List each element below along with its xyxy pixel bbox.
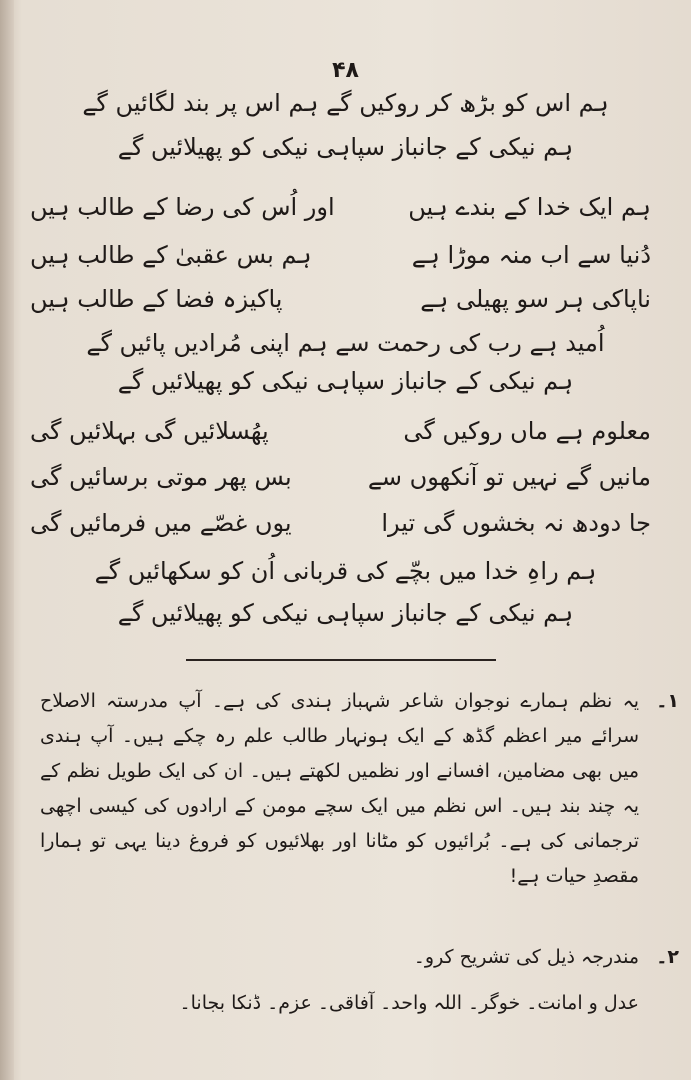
page-number: ۴۸ [332, 58, 359, 83]
couplet-line [30, 238, 651, 272]
couplet-second-half: پاکیزہ فضا کے طالب ہیں [30, 285, 283, 313]
couplet-first-half: جا دودھ نہ بخشوں گی تیرا [381, 509, 651, 537]
couplet-second-half: یوں غصّے میں فرمائیں گی [30, 509, 292, 537]
couplet-first-half: ناپاکی ہر سو پھیلی ہے [420, 285, 651, 313]
couplet-line [30, 282, 651, 316]
couplet-second-half: اور اُس کی رضا کے طالب ہیں [30, 193, 335, 221]
couplet-line [30, 506, 651, 540]
section-divider [186, 659, 496, 661]
vocabulary-list: عدل و امانت۔ خوگر۔ اللہ واحد۔ آفاقی۔ عزم۔ ڈنکا بجانا۔ [179, 992, 639, 1014]
couplet-line [30, 190, 651, 224]
refrain-line: ہم نیکی کے جانباز سپاہی نیکی کو پھیلائیں گے [117, 599, 574, 627]
refrain-line: ہم راہِ خدا میں بچّے کی قربانی اُن کو سکھائیں گے [94, 557, 597, 585]
refrain-line: اُمید ہے رب کی رحمت سے ہم اپنی مُرادیں پائیں گے [86, 329, 605, 357]
couplet-second-half: بس پھر موتی برسائیں گی [30, 463, 292, 491]
refrain-line: ہم نیکی کے جانباز سپاہی نیکی کو پھیلائیں گے [117, 367, 574, 395]
couplet-first-half: مانیں گے نہیں تو آنکھوں سے [367, 463, 651, 491]
couplet-first-half: معلوم ہے ماں روکیں گی [403, 417, 651, 445]
couplet-first-half: دُنیا سے اب منہ موڑا ہے [411, 241, 651, 269]
couplet-line [30, 414, 651, 448]
footnote-number: ۲۔ [656, 946, 679, 968]
couplet-line [30, 460, 651, 494]
footnote-number: ۱۔ [656, 690, 679, 712]
couplet-first-half: ہم ایک خدا کے بندے ہیں [408, 193, 651, 221]
refrain-line: ہم نیکی کے جانباز سپاہی نیکی کو پھیلائیں گے [117, 133, 574, 161]
footnote-text: یہ نظم ہمارے نوجوان شاعر شہباز ہندی کی ہے۔ آپ مدرستہ الاصلاح سرائے میر اعظم گڈھ کے ایک ہونہار طالب علم رہ چکے ہیں۔ آپ ہندی میں بھی مضامین، افسانے اور نظمیں لکھتے ہیں۔ ان کی ایک طویل نظم کے یہ چند بند ہیں۔ اس نظم میں ایک سچے مومن کے ارادوں کی کیسی اچھی ترجمانی کی ہے۔ بُرائیوں کو مٹانا اور بھلائیوں کو فروغ دینا یہی تو ہمارا مقصدِ حیات ہے! [40, 690, 639, 887]
footnote [40, 684, 679, 894]
footnote [40, 940, 679, 975]
couplet-second-half: ہم بس عقبیٰ کے طالب ہیں [30, 241, 312, 269]
footnote-text: مندرجہ ذیل کی تشریح کرو۔ [413, 946, 639, 968]
refrain-line: ہم اس کو بڑھ کر روکیں گے ہم اس پر بند لگائیں گے [82, 89, 609, 117]
couplet-second-half: پھُسلائیں گی بہلائیں گی [30, 417, 269, 445]
